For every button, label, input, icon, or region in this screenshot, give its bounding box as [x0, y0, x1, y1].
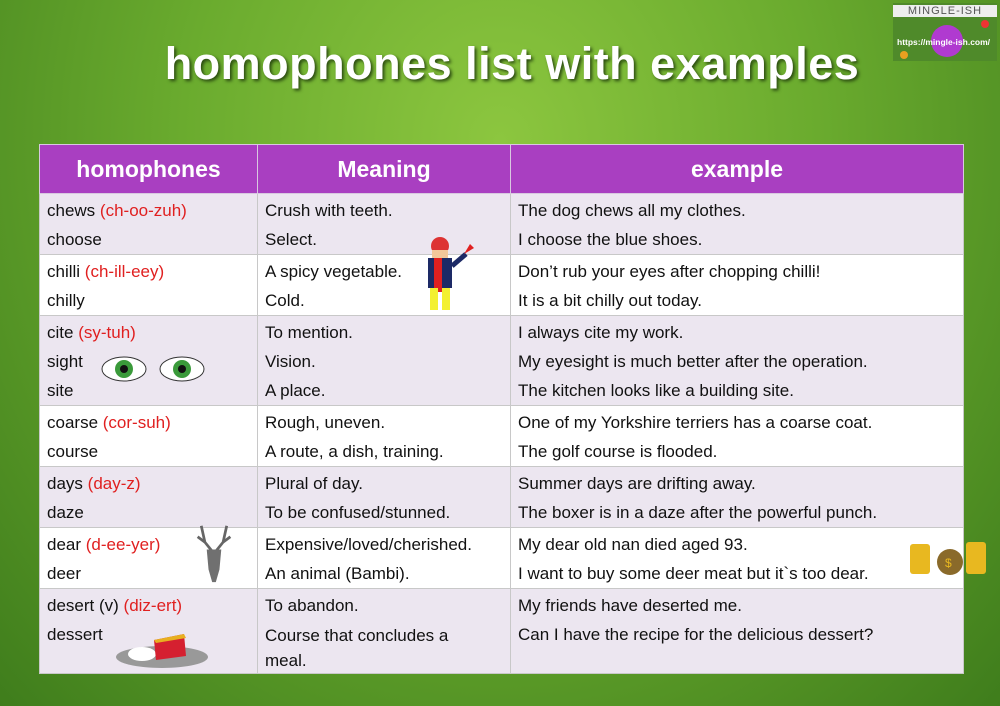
meaning-text: Crush with teeth. — [265, 201, 393, 220]
meaning-text: To be confused/stunned. — [265, 503, 451, 522]
example-text: The boxer is in a daze after the powerful punch. — [518, 503, 878, 522]
word-line — [47, 591, 251, 620]
meaning-text: To mention. — [265, 323, 353, 342]
example-line — [518, 408, 957, 437]
word-text: cite — [47, 323, 74, 342]
word-text: chews — [47, 201, 96, 220]
example-text: The golf course is flooded. — [518, 442, 718, 461]
word-text: daze — [47, 503, 84, 522]
meaning-text: Rough, uneven. — [265, 413, 386, 432]
example-cell — [511, 255, 964, 316]
homophones-cell — [40, 467, 258, 528]
example-line — [518, 318, 957, 347]
word-text: choose — [47, 230, 102, 249]
pronunciation: (diz-ert) — [123, 596, 183, 615]
header-homophones: homophones — [40, 145, 258, 194]
table-row — [40, 194, 964, 255]
example-line — [518, 196, 957, 225]
pronunciation: (day-z) — [87, 474, 141, 493]
money-icon — [908, 538, 988, 578]
example-text: My eyesight is much better after the operation. — [518, 352, 868, 371]
meaning-text: A place. — [265, 381, 326, 400]
deer-icon — [186, 524, 242, 584]
eyes-icon — [100, 352, 210, 386]
word-text: dear — [47, 535, 82, 554]
meaning-text: Vision. — [265, 352, 316, 371]
word-line — [47, 196, 251, 225]
meaning-line — [265, 559, 504, 588]
meaning-line — [265, 530, 504, 559]
meaning-cell — [258, 316, 511, 406]
meaning-cell — [258, 467, 511, 528]
word-text: site — [47, 381, 74, 400]
svg-text:$: $ — [945, 556, 952, 570]
meaning-line — [265, 196, 504, 225]
meaning-line — [265, 318, 504, 347]
pronunciation: (d-ee-yer) — [85, 535, 161, 554]
example-cell — [511, 194, 964, 255]
homophones-cell — [40, 406, 258, 467]
pronunciation: (ch-oo-zuh) — [99, 201, 187, 220]
pronunciation: (ch-ill-eey) — [84, 262, 165, 281]
word-line — [47, 257, 251, 286]
word-text: chilly — [47, 291, 85, 310]
example-line — [518, 437, 957, 466]
logo-url: https://mingle-ish.com/ — [897, 37, 991, 47]
meaning-text: A spicy vegetable. — [265, 262, 403, 281]
example-text: Don’t rub your eyes after chopping chilli! — [518, 262, 821, 281]
table-row — [40, 467, 964, 528]
page-title: homophones list with examples — [164, 38, 860, 89]
meaning-cell — [258, 406, 511, 467]
homophones-cell — [40, 255, 258, 316]
table-row — [40, 528, 964, 589]
word-text: coarse — [47, 413, 99, 432]
example-text: It is a bit chilly out today. — [518, 291, 702, 310]
meaning-line — [265, 437, 504, 466]
example-cell — [511, 528, 964, 589]
word-line — [47, 286, 251, 315]
meaning-text: To abandon. — [265, 596, 359, 615]
meaning-text: Cold. — [265, 291, 305, 310]
meaning-cell — [258, 528, 511, 589]
example-text: I want to buy some deer meat but it`s too dear. — [518, 564, 869, 583]
meaning-cell — [258, 589, 511, 674]
word-line — [47, 318, 251, 347]
example-cell — [511, 589, 964, 674]
pronunciation: (sy-tuh) — [78, 323, 136, 342]
word-text: days — [47, 474, 83, 493]
example-line — [518, 620, 957, 649]
table-row — [40, 406, 964, 467]
header-example: example — [511, 145, 964, 194]
cold-boy-icon — [420, 232, 476, 316]
example-line — [518, 498, 957, 527]
example-text: One of my Yorkshire terriers has a coarse coat. — [518, 413, 873, 432]
word-line — [47, 498, 251, 527]
word-line — [47, 469, 251, 498]
example-line — [518, 591, 957, 620]
meaning-text: An animal (Bambi). — [265, 564, 410, 583]
meaning-text: Plural of day. — [265, 474, 363, 493]
example-text: Can I have the recipe for the delicious dessert? — [518, 625, 874, 644]
example-line — [518, 376, 957, 405]
header-meaning: Meaning — [258, 145, 511, 194]
example-text: My friends have deserted me. — [518, 596, 742, 615]
example-text: Summer days are drifting away. — [518, 474, 756, 493]
example-cell — [511, 406, 964, 467]
example-text: The kitchen looks like a building site. — [518, 381, 794, 400]
example-text: The dog chews all my clothes. — [518, 201, 746, 220]
meaning-text: Select. — [265, 230, 317, 249]
example-line — [518, 225, 957, 254]
pronunciation: (cor-suh) — [102, 413, 171, 432]
example-line — [518, 257, 957, 286]
example-line — [518, 530, 957, 559]
meaning-line — [265, 591, 504, 620]
meaning-text: Course that concludes a meal. — [265, 626, 449, 670]
word-text: deer — [47, 564, 82, 583]
meaning-line — [265, 620, 485, 673]
table-header — [40, 145, 964, 194]
meaning-line — [265, 498, 504, 527]
logo-name: MINGLE-ISH — [893, 5, 997, 17]
example-text: I always cite my work. — [518, 323, 684, 342]
word-text: course — [47, 442, 99, 461]
example-cell — [511, 467, 964, 528]
example-text: I choose the blue shoes. — [518, 230, 703, 249]
logo — [893, 3, 997, 61]
meaning-line — [265, 469, 504, 498]
meaning-line — [265, 376, 504, 405]
example-line — [518, 469, 957, 498]
meaning-text: Expensive/loved/cherished. — [265, 535, 472, 554]
table-row — [40, 255, 964, 316]
example-line — [518, 347, 957, 376]
meaning-text: A route, a dish, training. — [265, 442, 444, 461]
pie-icon — [114, 630, 210, 670]
word-text: desert (v) — [47, 596, 119, 615]
example-text: My dear old nan died aged 93. — [518, 535, 748, 554]
word-line — [47, 225, 251, 254]
word-line — [47, 408, 251, 437]
homophones-table — [39, 144, 964, 674]
word-text: sight — [47, 352, 83, 371]
word-line — [47, 437, 251, 466]
word-text: dessert — [47, 625, 103, 644]
meaning-line — [265, 347, 504, 376]
example-line — [518, 286, 957, 315]
logo-dot — [900, 51, 908, 59]
example-line — [518, 559, 957, 588]
example-cell — [511, 316, 964, 406]
homophones-cell — [40, 194, 258, 255]
word-text: chilli — [47, 262, 81, 281]
logo-dot — [981, 20, 989, 28]
meaning-line — [265, 408, 504, 437]
